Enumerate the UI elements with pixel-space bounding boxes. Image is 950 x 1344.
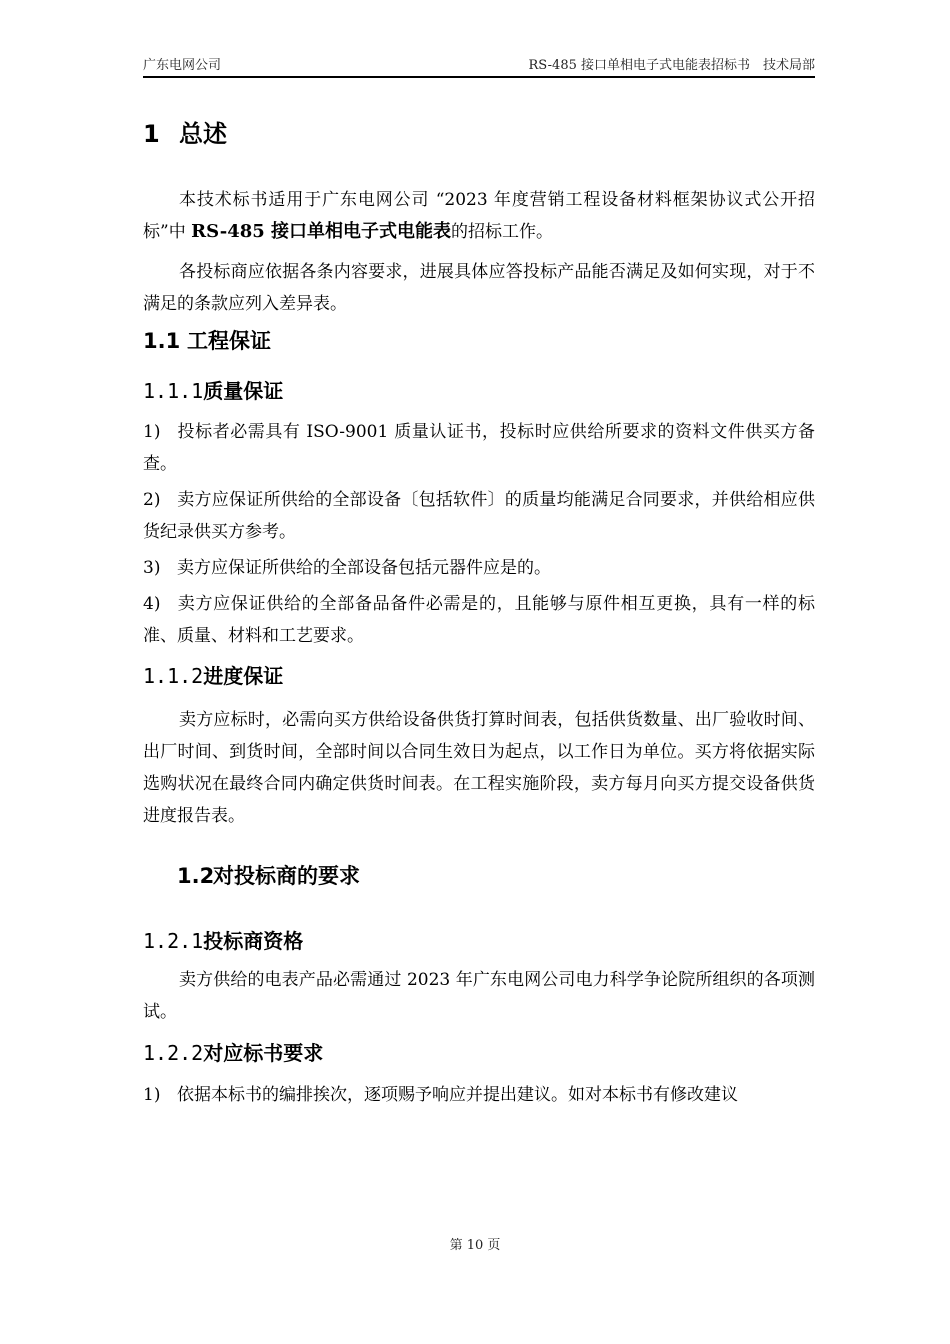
- progress-paragraph: 卖方应标时，必需向买方供给设备供货打算时间表，包括供货数量、出厂验收时间、出厂时间、到货时间，全部时间以合同生效日为起点，以工作日为单位。买方将依据实际选购状况在最终合同内确定供货时间表。在工程实施阶段，卖方每月向买方提交设备供货进度报告表。: [143, 710, 815, 826]
- page-number: 第 10 页: [449, 1238, 501, 1253]
- quality-item-2: [143, 484, 815, 548]
- section-title: 对投标商的要求: [213, 864, 360, 888]
- section-title: 工程保证: [187, 329, 271, 353]
- item-number: 2): [143, 490, 161, 510]
- item-number: 1): [143, 422, 161, 442]
- intro-text-a: 本技术标书适用于广东电网公司 “2023 年度营销工程设备材料框架协议式公开招标”中: [143, 190, 815, 242]
- section-number: 1: [143, 120, 160, 148]
- section-1-heading: [143, 114, 227, 149]
- item-text: 投标者必需具有 ISO-9001 质量认证书，投标时应供给所要求的资料文件供买方备查。: [143, 422, 815, 474]
- item-text: 卖方应保证所供给的全部设备〔包括软件〕的质量均能满足合同要求，并供给相应供货纪录供买方参考。: [143, 490, 815, 542]
- response-item-1: [143, 1079, 815, 1111]
- section-number: 1.2.2: [143, 1041, 204, 1065]
- item-text: 卖方应保证供给的全部备品备件必需是的，且能够与原件相互更换，具有一样的标准、质量、材料和工艺要求。: [143, 594, 815, 646]
- quality-item-1: [143, 416, 815, 480]
- header-company: 广东电网公司: [143, 58, 222, 73]
- intro-text-c: 的招标工作。: [451, 222, 554, 242]
- intro-paragraph-1: [143, 184, 815, 248]
- section-title: 进度保证: [203, 664, 284, 688]
- item-number: 4): [143, 594, 161, 614]
- page-header: [143, 52, 815, 78]
- intro-text-product: RS-485 接口单相电子式电能表: [191, 221, 452, 242]
- section-title: 对应标书要求: [203, 1041, 324, 1065]
- quality-item-4: [143, 588, 815, 652]
- quality-item-3: [143, 552, 815, 584]
- section-title: 投标商资格: [203, 929, 304, 953]
- section-number: 1.1.1: [143, 379, 204, 403]
- section-number: 1.1: [143, 329, 181, 353]
- section-1-1-2-heading: [143, 660, 283, 689]
- intro-paragraph-2: 各投标商应依据各条内容要求，进展具体应答投标产品能否满足及如何实现，对于不满足的条款应列入差异表。: [143, 262, 815, 314]
- section-title: 质量保证: [203, 379, 284, 403]
- section-1-2-1-heading: [143, 925, 303, 954]
- section-1-2-heading: [177, 860, 360, 890]
- item-number: 3): [143, 558, 161, 578]
- section-1-2-2-heading: [143, 1037, 323, 1066]
- section-number: 1.1.2: [143, 664, 204, 688]
- section-number: 1.2: [177, 864, 215, 888]
- qualification-paragraph: 卖方供给的电表产品必需通过 2023 年广东电网公司电力科学争论院所组织的各项测试。: [143, 970, 815, 1022]
- item-text: 卖方应保证所供给的全部设备包括元器件应是的。: [177, 558, 551, 578]
- section-1-1-heading: [143, 325, 271, 355]
- section-1-1-1-heading: [143, 375, 283, 404]
- section-title: 总述: [179, 120, 227, 148]
- item-text: 依据本标书的编排挨次，逐项赐予响应并提出建议。如对本标书有修改建议: [177, 1085, 738, 1105]
- header-doc-title: RS-485 接口单相电子式电能表招标书 技术局部: [528, 58, 815, 73]
- section-number: 1.2.1: [143, 929, 204, 953]
- item-number: 1): [143, 1085, 161, 1105]
